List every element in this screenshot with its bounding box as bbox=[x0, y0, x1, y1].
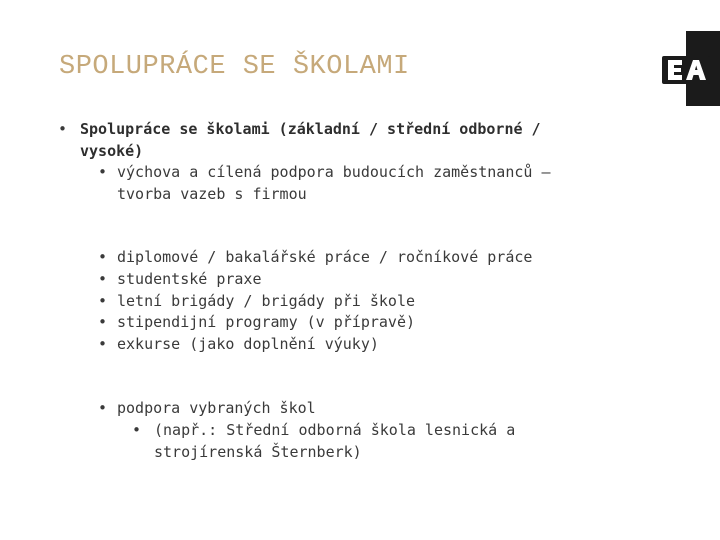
list-item-internships: studentské praxe bbox=[117, 270, 262, 288]
section1-heading-line1: Spolupráce se školami (základní / střední odborné / bbox=[80, 120, 541, 138]
bullet-marker: • bbox=[98, 399, 108, 417]
bullet-marker: • bbox=[98, 335, 108, 353]
section1-sub-line2: tvorba vazeb s firmou bbox=[117, 185, 307, 203]
bullet-marker: • bbox=[58, 120, 68, 138]
bullet-marker: • bbox=[98, 163, 108, 181]
list-item-excursions: exkurse (jako doplnění výuky) bbox=[117, 335, 379, 353]
list-item-summer-jobs: letní brigády / brigády při škole bbox=[117, 292, 416, 310]
bullet-marker: • bbox=[98, 270, 108, 288]
bullet-marker: • bbox=[132, 421, 142, 439]
list-item-school-support: podpora vybraných škol bbox=[117, 399, 316, 417]
bullet-marker: • bbox=[98, 248, 108, 266]
section3-sub-line2: strojírenská Šternberk) bbox=[154, 443, 362, 461]
list-item-theses: diplomové / bakalářské práce / ročníkové práce bbox=[117, 248, 533, 266]
bullet-marker: • bbox=[98, 292, 108, 310]
list-item-scholarships: stipendijní programy (v přípravě) bbox=[117, 313, 416, 331]
section1-heading-line2: vysoké) bbox=[80, 142, 144, 160]
slide-title: SPOLUPRÁCE SE ŠKOLAMI bbox=[59, 52, 410, 82]
section1-sub-line1: výchova a cílená podpora budoucích zaměstnanců – bbox=[117, 163, 551, 181]
bullet-marker: • bbox=[98, 313, 108, 331]
section3-sub-line1: (např.: Střední odborná škola lesnická a bbox=[154, 421, 516, 439]
